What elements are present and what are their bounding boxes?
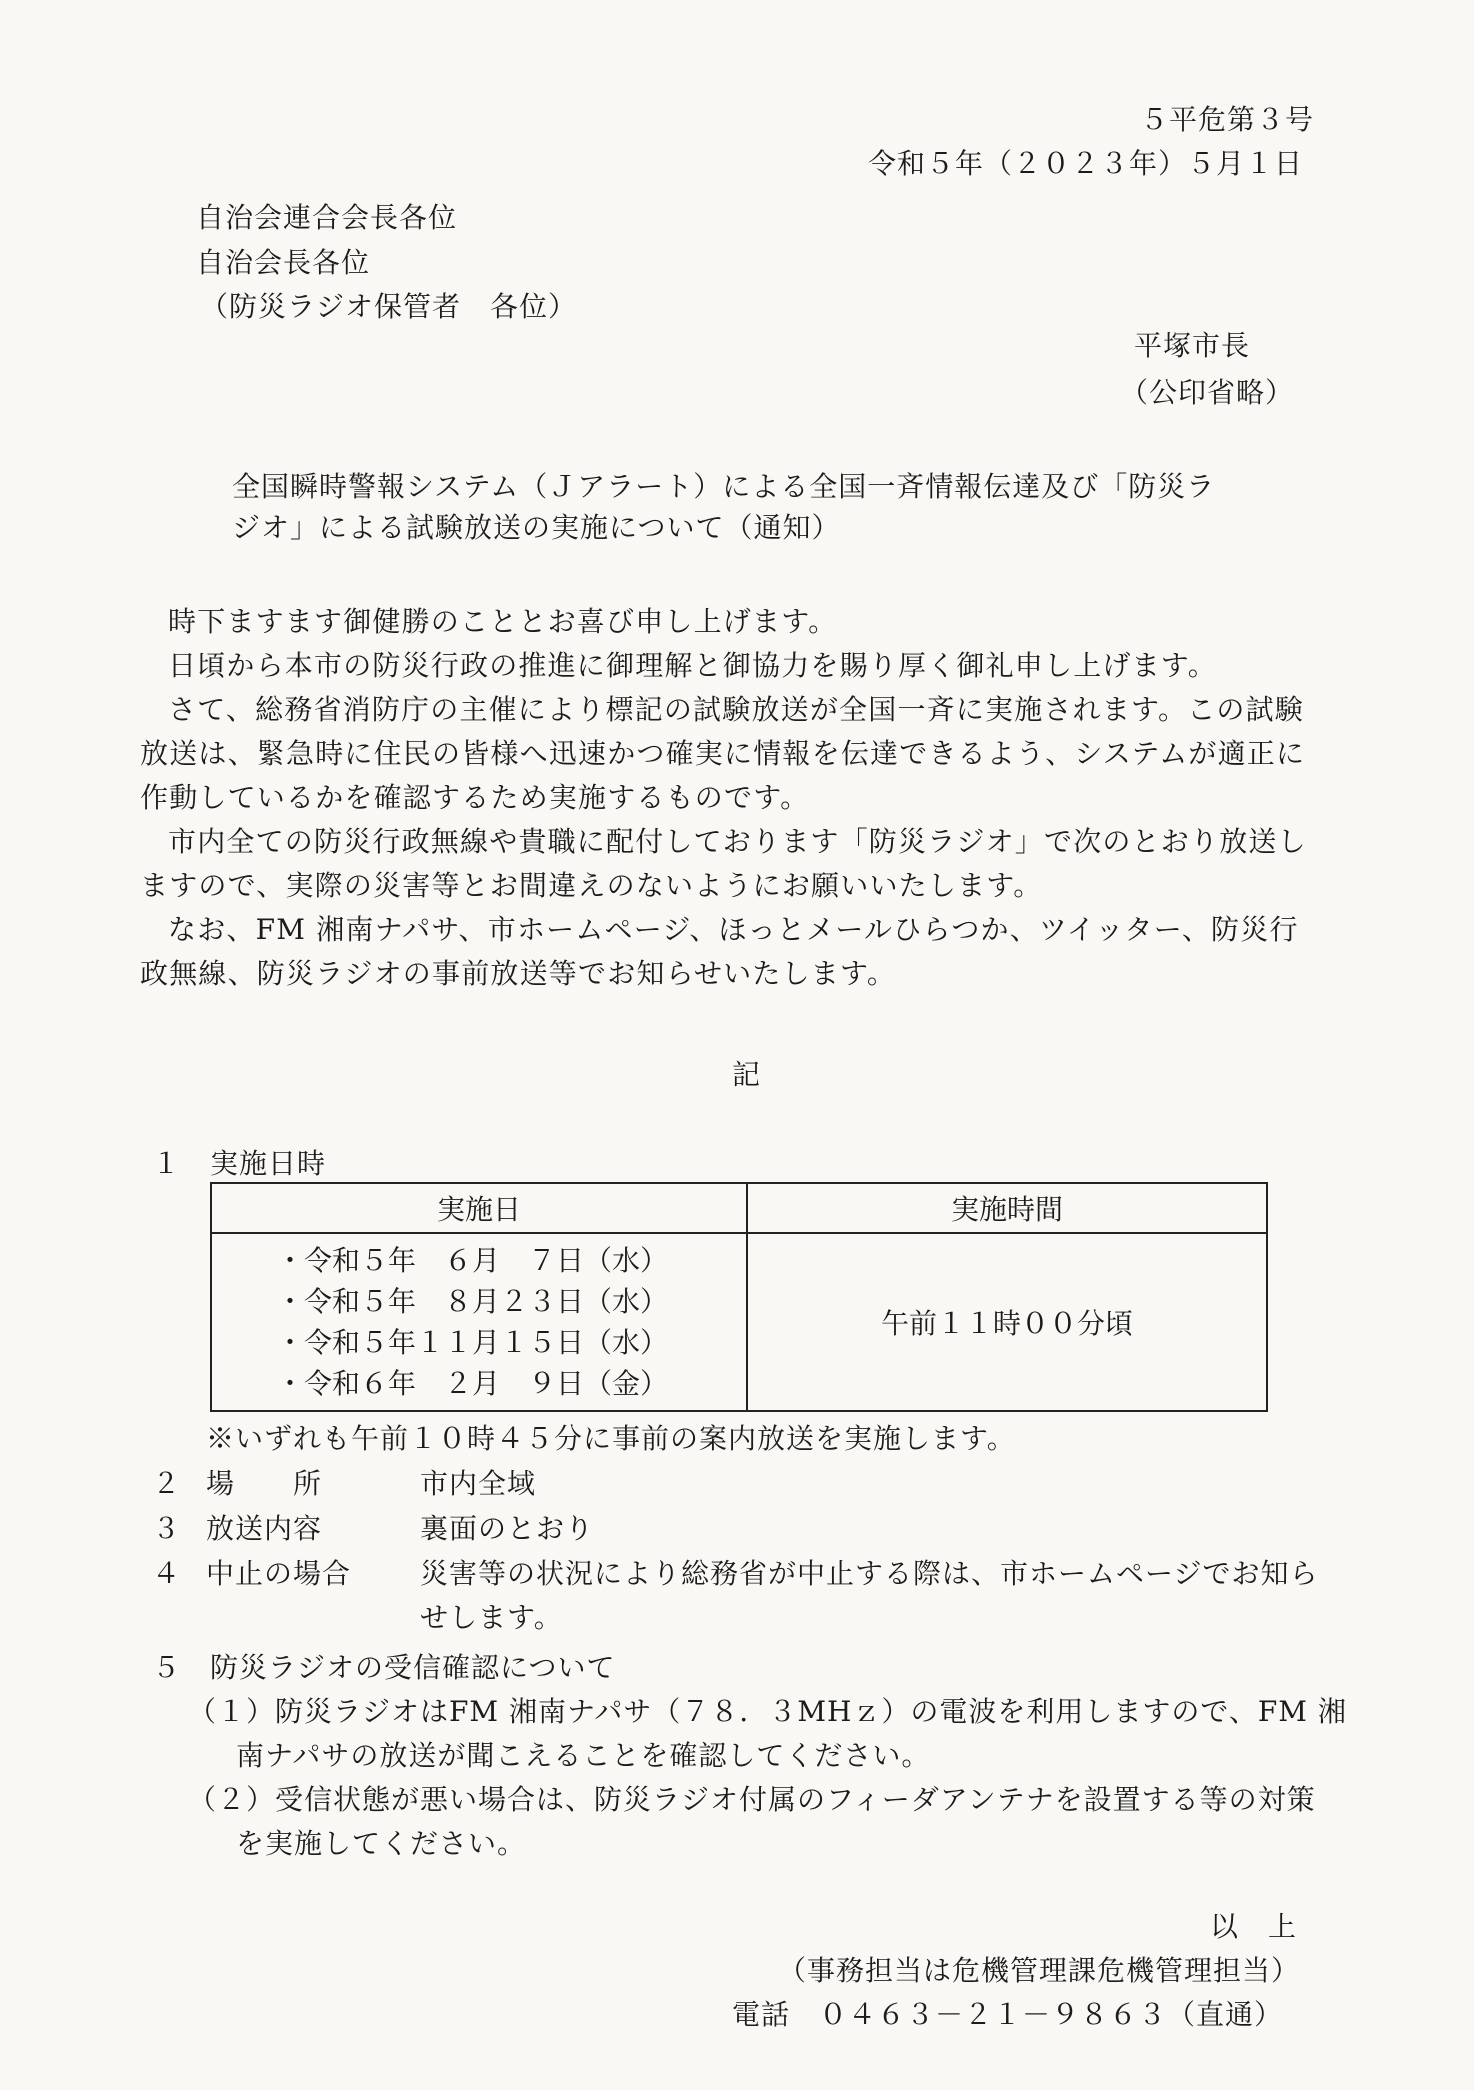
schedule-date: ・令和５年１１月１５日（水）	[276, 1326, 669, 1359]
body-p3a: さて、総務省消防庁の主催により標記の試験放送が全国一斉に実施されます。この試験	[168, 693, 1305, 726]
item-2-label: 場 所	[206, 1467, 323, 1500]
item-4-num: ４	[152, 1557, 182, 1590]
body-p5b: 政無線、防災ラジオの事前放送等でお知らせいたします。	[140, 957, 897, 990]
recipient-2: 自治会長各位	[196, 246, 371, 279]
section-5-label: ５ 防災ラジオの受信確認について	[152, 1651, 616, 1684]
body-text	[140, 600, 1360, 996]
schedule-header-date: 実施日	[211, 1183, 747, 1233]
sender-seal: （公印省略）	[1120, 376, 1295, 409]
item-2-value: 市内全域	[420, 1467, 537, 1500]
body-p2: 日頃から本市の防災行政の推進に御理解と御協力を賜り厚く御礼申し上げます。	[168, 649, 1217, 682]
item-3-value: 裏面のとおり	[420, 1512, 595, 1545]
body-p4a: 市内全ての防災行政無線や貴職に配付しております「防災ラジオ」で次のとおり放送し	[168, 825, 1307, 858]
body-p5a: なお、FM 湘南ナパサ、市ホームページ、ほっとメールひらつか、ツイッター、防災行	[168, 913, 1299, 946]
recipient-1: 自治会連合会長各位	[196, 201, 458, 234]
schedule-header-time: 実施時間	[747, 1183, 1267, 1233]
title-line-2: ジオ」による試験放送の実施について（通知）	[232, 511, 841, 544]
doc-number: ５平危第３号	[1140, 103, 1315, 136]
ki-heading: 記	[732, 1058, 762, 1091]
schedule-date: ・令和５年 ６月 ７日（水）	[276, 1244, 669, 1277]
schedule-time: 午前１１時００分頃	[747, 1233, 1267, 1411]
item-4-label: 中止の場合	[206, 1557, 352, 1590]
contact-department: （事務担当は危機管理課危機管理担当）	[778, 1954, 1301, 1987]
sender-name: 平塚市長	[1134, 329, 1251, 362]
item-3-label: 放送内容	[206, 1512, 323, 1545]
schedule-dates	[211, 1233, 747, 1411]
schedule-note: ※いずれも午前１０時４５分に事前の案内放送を実施します。	[206, 1422, 1016, 1455]
body-p4b: ますので、実際の災害等とお間違えのないようにお願いいたします。	[140, 869, 1043, 902]
title-line-1: 全国瞬時警報システム（Ｊアラート）による全国一斉情報伝達及び「防災ラ	[232, 470, 1216, 503]
item-4-value: 災害等の状況により総務省が中止する際は、市ホームページでお知ら	[420, 1557, 1319, 1590]
section-1-label: １ 実施日時	[152, 1147, 327, 1180]
body-p3c: 作動しているかを確認するため実施するものです。	[140, 781, 810, 814]
schedule-date: ・令和５年 ８月２３日（水）	[276, 1285, 669, 1318]
body-p1: 時下ますます御健勝のこととお喜び申し上げます。	[168, 605, 838, 638]
section-5-item-2b: を実施してください。	[236, 1827, 527, 1860]
section-5-item-2a: （２）受信状態が悪い場合は、防災ラジオ付属のフィーダアンテナを設置する等の対策	[188, 1783, 1316, 1816]
item-3-num: ３	[152, 1512, 182, 1545]
doc-date: 令和５年（２０２３年）５月１日	[868, 147, 1304, 180]
section-5-item-1a: （１）防災ラジオはFM 湘南ナパサ（７８．３MHｚ）の電波を利用しますので、FM 湘	[188, 1695, 1347, 1728]
section-5-item-1b: 南ナパサの放送が聞こえることを確認してください。	[236, 1739, 931, 1772]
recipient-3: （防災ラジオ保管者 各位）	[200, 290, 578, 323]
schedule-table	[210, 1182, 1268, 1412]
schedule-date: ・令和６年 ２月 ９日（金）	[276, 1367, 669, 1400]
closing-end: 以 上	[1210, 1910, 1298, 1943]
item-2-num: ２	[152, 1467, 182, 1500]
item-4-value-cont: せします。	[420, 1601, 563, 1634]
contact-phone: 電話 ０４６３－２１－９８６３（直通）	[732, 1998, 1284, 2031]
body-p3b: 放送は、緊急時に住民の皆様へ迅速かつ確実に情報を伝達できるよう、システムが適正に	[140, 737, 1306, 770]
